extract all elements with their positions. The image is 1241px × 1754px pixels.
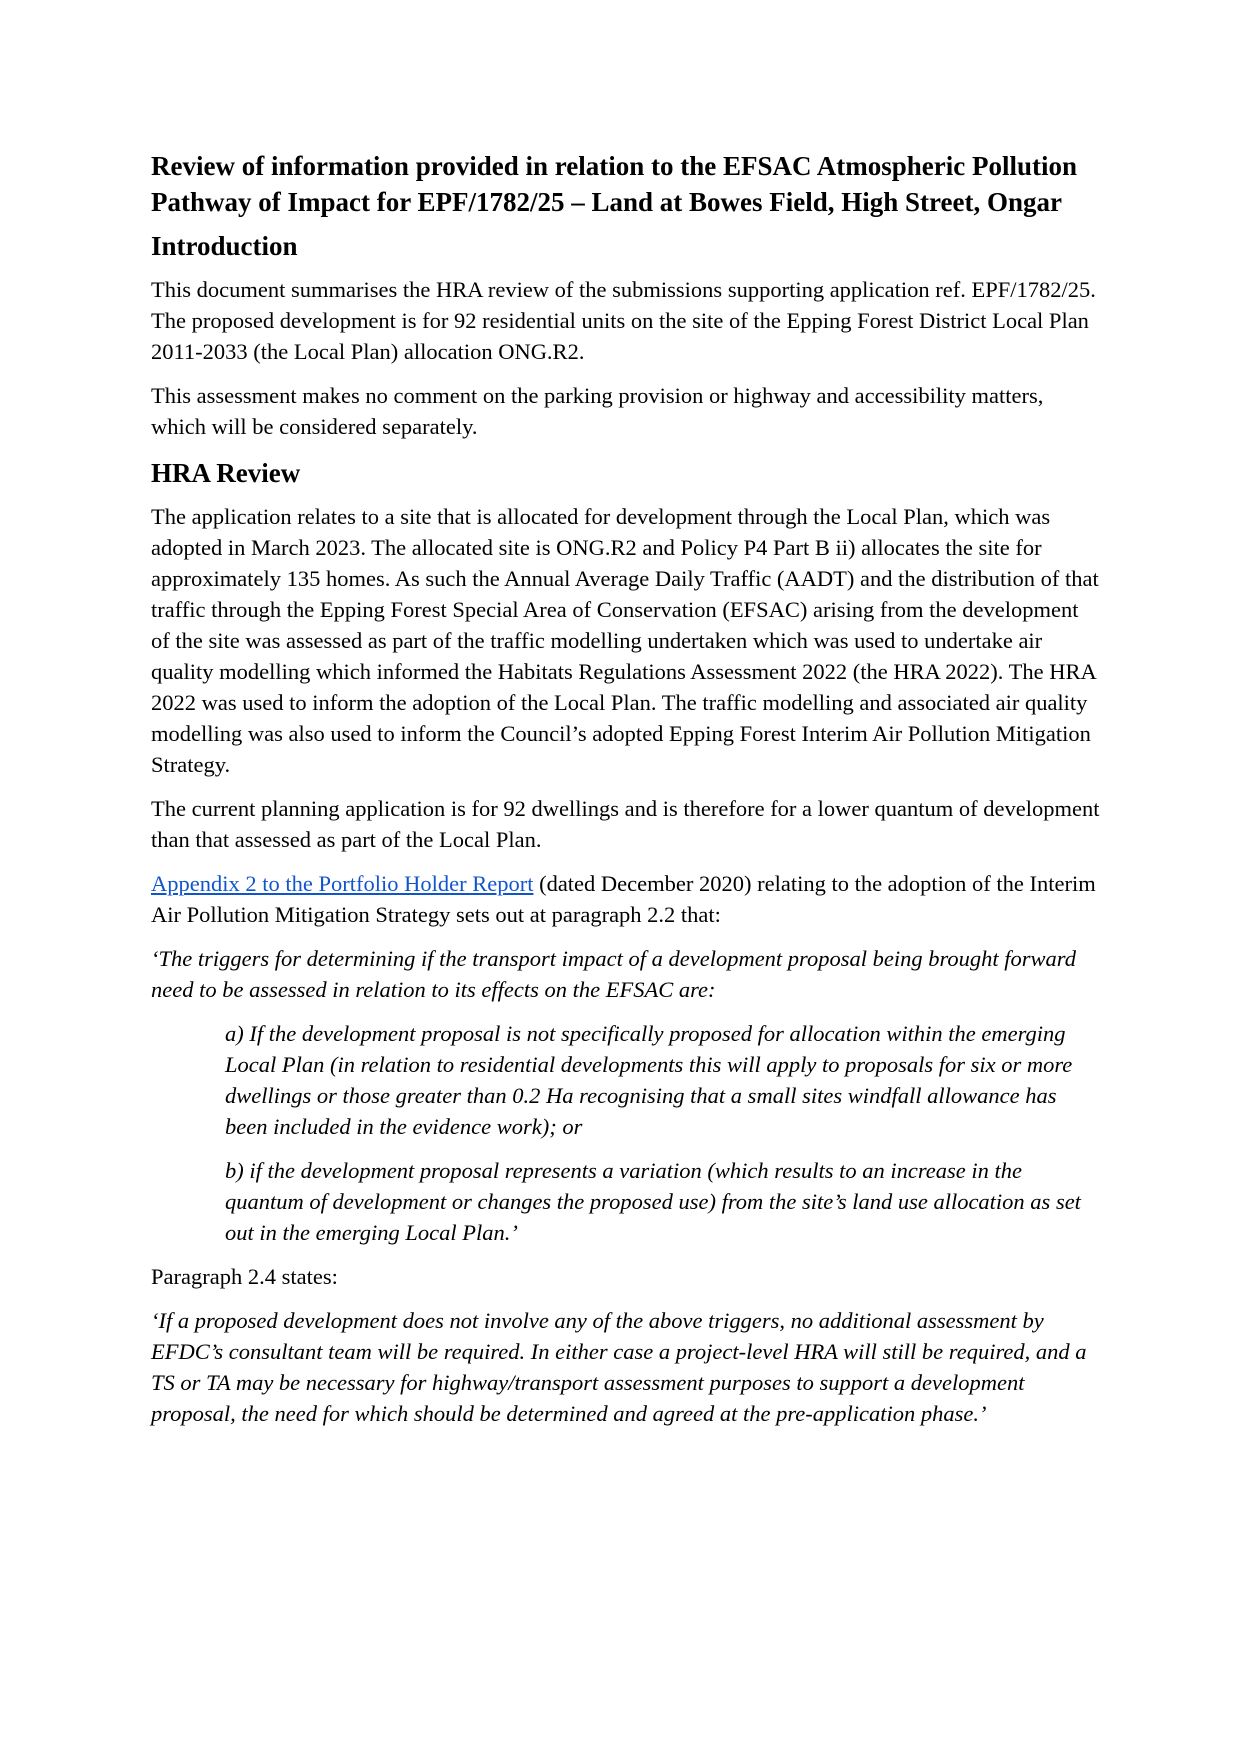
introduction-paragraph-2: This assessment makes no comment on the parking provision or highway and accessibility matters, which will be considered separately.	[151, 383, 1044, 439]
paragraph-2-4-intro: Paragraph 2.4 states:	[151, 1264, 338, 1289]
hra-review-paragraph-1: The application relates to a site that is allocated for development through the Local Plan, which was adopted in March 2023. The allocated site is ONG.R2 and Policy P4 Part B ii) allocates the site for approximately 135 homes. As such the Annual Average Daily Traffic (AADT) and the distribution of that traffic through the Epping Forest Special Area of Conservation (EFSAC) arising from the development of the site was assessed as part of the traffic modelling undertaken which was used to undertake air quality modelling which informed the Habitats Regulations Assessment 2022 (the HRA 2022). The HRA 2022 was used to inform the adoption of the Local Plan. The traffic modelling and associated air quality modelling was also used to inform the Council’s adopted Epping Forest Interim Air Pollution Mitigation Strategy.	[151, 504, 1099, 777]
quote-item-a: a) If the development proposal is not specifically proposed for allocation within the emerging Local Plan (in relation to residential developments this will apply to proposals for six or more dwellings or those greater than 0.2 Ha recognising that a small sites windfall allowance has been included in the evidence work); or	[225, 1021, 1073, 1139]
portfolio-holder-report-link[interactable]: Appendix 2 to the Portfolio Holder Report	[151, 871, 534, 896]
hra-review-heading: HRA Review	[151, 458, 301, 488]
introduction-heading: Introduction	[151, 231, 298, 261]
document-page	[151, 148, 1101, 1442]
quote-paragraph-2-2: ‘The triggers for determining if the transport impact of a development proposal being brought forward need to be assessed in relation to its effects on the EFSAC are:	[151, 946, 1076, 1002]
hra-review-paragraph-2: The current planning application is for 92 dwellings and is therefore for a lower quantum of development than that assessed as part of the Local Plan.	[151, 796, 1100, 852]
document-title: Review of information provided in relation to the EFSAC Atmospheric Pollution Pathway of Impact for EPF/1782/25 – Land at Bowes Field, High Street, Ongar	[151, 151, 1077, 217]
hra-review-paragraph-3	[151, 868, 1101, 930]
introduction-paragraph-1: This document summarises the HRA review of the submissions supporting application ref. EPF/1782/25. The proposed development is for 92 residential units on the site of the Epping Forest District Local Plan 2011-2033 (the Local Plan) allocation ONG.R2.	[151, 277, 1096, 364]
quote-item-b: b) if the development proposal represents a variation (which results to an increase in the quantum of development or changes the proposed use) from the site’s land use allocation as set out in the emerging Local Plan.’	[225, 1158, 1081, 1245]
hra-review-paragraph-3-text: (dated December 2020) relating to the adoption of the Interim Air Pollution Mitigation Strategy sets out at paragraph 2.2 that:	[151, 871, 1096, 927]
quote-paragraph-2-4: ‘If a proposed development does not involve any of the above triggers, no additional assessment by EFDC’s consultant team will be required. In either case a project-level HRA will still be required, and a TS or TA may be necessary for highway/transport assessment purposes to support a development proposal, the need for which should be determined and agreed at the pre-application phase.’	[151, 1308, 1087, 1426]
